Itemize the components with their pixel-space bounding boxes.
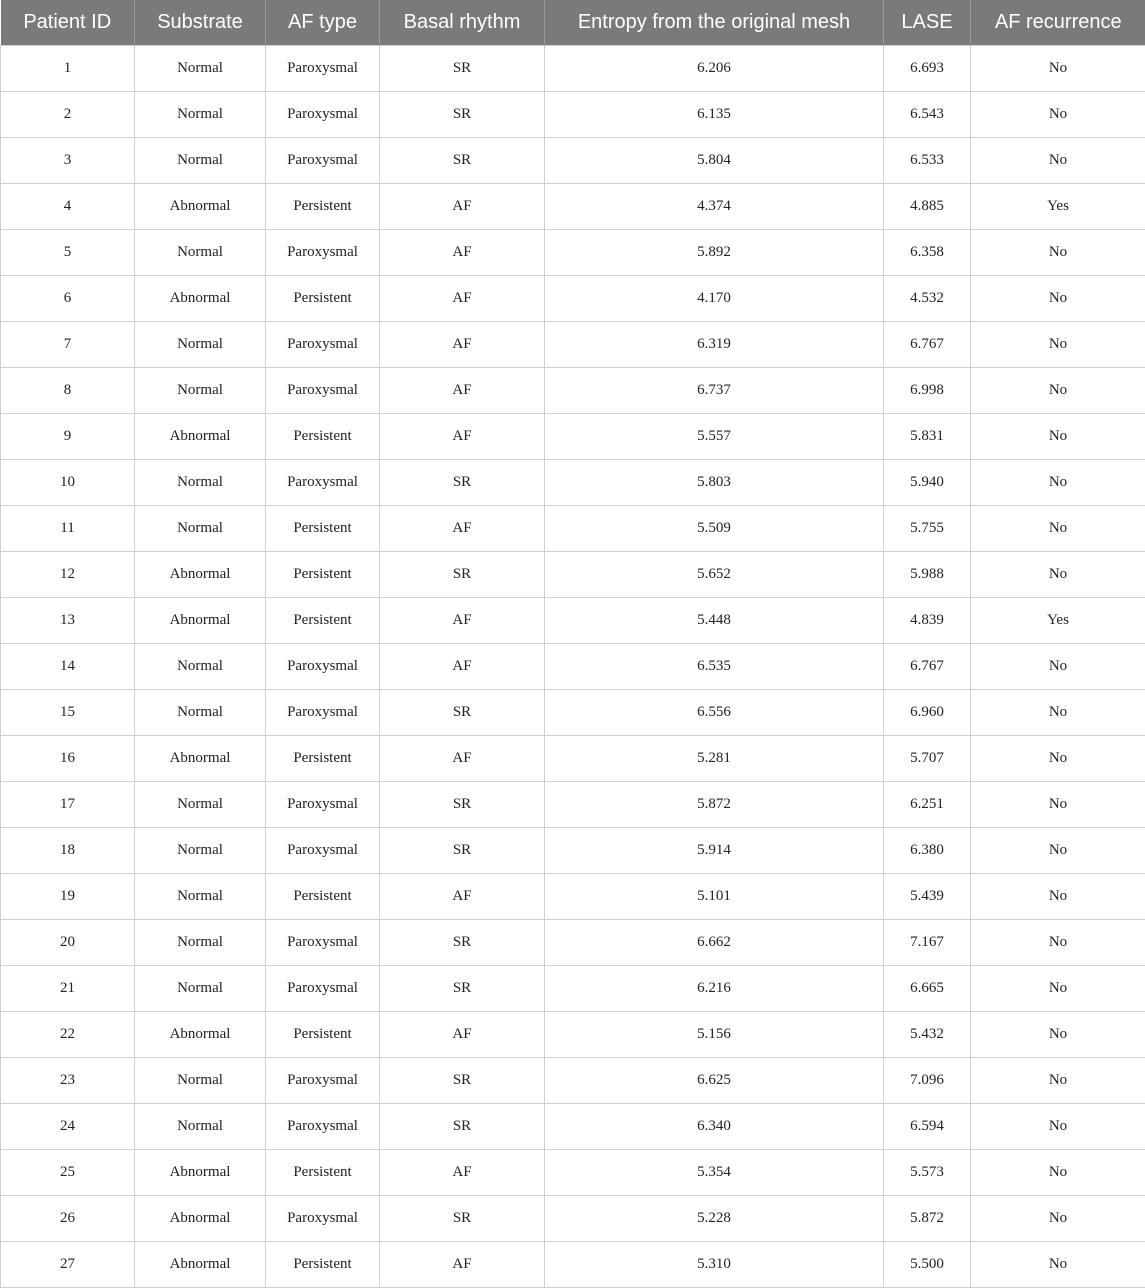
entropy-cell: 5.101 — [545, 874, 884, 920]
patient-id-cell: 10 — [1, 460, 135, 506]
patient-id-cell: 24 — [1, 1104, 135, 1150]
table-row — [1, 184, 1145, 230]
af-type-cell: Persistent — [266, 736, 380, 782]
lase-cell: 5.707 — [884, 736, 971, 782]
lase-cell: 6.543 — [884, 92, 971, 138]
lase-cell: 5.573 — [884, 1150, 971, 1196]
substrate-cell: Normal — [135, 644, 266, 690]
basal-rhythm-cell: SR — [380, 138, 545, 184]
patient-id-cell: 2 — [1, 92, 135, 138]
patient-id-cell: 12 — [1, 552, 135, 598]
basal-rhythm-cell: SR — [380, 460, 545, 506]
patient-id-cell: 18 — [1, 828, 135, 874]
table-row — [1, 1196, 1145, 1242]
af-recurrence-cell: No — [971, 552, 1145, 598]
entropy-cell: 6.556 — [545, 690, 884, 736]
basal-rhythm-cell: SR — [380, 46, 545, 92]
basal-rhythm-cell: SR — [380, 1058, 545, 1104]
af-type-cell: Paroxysmal — [266, 230, 380, 276]
af-type-cell: Paroxysmal — [266, 1104, 380, 1150]
table-row — [1, 828, 1145, 874]
lase-cell: 5.872 — [884, 1196, 971, 1242]
basal-rhythm-cell: AF — [380, 644, 545, 690]
lase-cell: 5.988 — [884, 552, 971, 598]
lase-cell: 6.380 — [884, 828, 971, 874]
lase-cell: 4.839 — [884, 598, 971, 644]
af-recurrence-cell: No — [971, 46, 1145, 92]
lase-cell: 4.532 — [884, 276, 971, 322]
af-type-cell: Paroxysmal — [266, 138, 380, 184]
substrate-cell: Normal — [135, 322, 266, 368]
table-row — [1, 414, 1145, 460]
af-recurrence-cell: No — [971, 874, 1145, 920]
substrate-cell: Normal — [135, 138, 266, 184]
entropy-cell: 5.448 — [545, 598, 884, 644]
entropy-cell: 5.156 — [545, 1012, 884, 1058]
substrate-cell: Abnormal — [135, 414, 266, 460]
table-row — [1, 1150, 1145, 1196]
lase-cell: 5.439 — [884, 874, 971, 920]
af-recurrence-cell: No — [971, 138, 1145, 184]
patient-id-cell: 1 — [1, 46, 135, 92]
patient-id-cell: 27 — [1, 1242, 135, 1288]
table-header — [1, 0, 1145, 46]
basal-rhythm-cell: AF — [380, 322, 545, 368]
entropy-cell: 6.340 — [545, 1104, 884, 1150]
basal-rhythm-cell: AF — [380, 874, 545, 920]
lase-cell: 5.831 — [884, 414, 971, 460]
af-recurrence-cell: No — [971, 1196, 1145, 1242]
lase-cell: 6.998 — [884, 368, 971, 414]
patient-id-cell: 4 — [1, 184, 135, 230]
af-type-cell: Paroxysmal — [266, 460, 380, 506]
table-row — [1, 782, 1145, 828]
af-recurrence-cell: No — [971, 920, 1145, 966]
lase-cell: 5.755 — [884, 506, 971, 552]
table-row — [1, 552, 1145, 598]
lase-cell: 5.940 — [884, 460, 971, 506]
af-recurrence-cell: No — [971, 460, 1145, 506]
lase-cell: 6.665 — [884, 966, 971, 1012]
af-recurrence-cell: No — [971, 1104, 1145, 1150]
table-row — [1, 460, 1145, 506]
substrate-cell: Abnormal — [135, 276, 266, 322]
patient-id-cell: 11 — [1, 506, 135, 552]
basal-rhythm-cell: AF — [380, 230, 545, 276]
basal-rhythm-cell: AF — [380, 1242, 545, 1288]
substrate-cell: Normal — [135, 506, 266, 552]
lase-cell: 6.767 — [884, 644, 971, 690]
af-type-cell: Paroxysmal — [266, 920, 380, 966]
substrate-cell: Normal — [135, 828, 266, 874]
lase-cell: 6.693 — [884, 46, 971, 92]
entropy-cell: 6.662 — [545, 920, 884, 966]
patient-id-cell: 23 — [1, 1058, 135, 1104]
af-type-cell: Persistent — [266, 1242, 380, 1288]
substrate-cell: Normal — [135, 920, 266, 966]
af-recurrence-cell: No — [971, 92, 1145, 138]
basal-rhythm-cell: AF — [380, 506, 545, 552]
table-row — [1, 644, 1145, 690]
af-recurrence-cell: No — [971, 1012, 1145, 1058]
basal-rhythm-cell: AF — [380, 598, 545, 644]
table-row — [1, 1058, 1145, 1104]
header-entropy: Entropy from the original mesh — [545, 0, 884, 46]
substrate-cell: Normal — [135, 230, 266, 276]
lase-cell: 6.594 — [884, 1104, 971, 1150]
patient-id-cell: 5 — [1, 230, 135, 276]
substrate-cell: Abnormal — [135, 1012, 266, 1058]
basal-rhythm-cell: SR — [380, 782, 545, 828]
af-type-cell: Paroxysmal — [266, 966, 380, 1012]
af-recurrence-cell: No — [971, 828, 1145, 874]
table-row — [1, 736, 1145, 782]
basal-rhythm-cell: SR — [380, 828, 545, 874]
af-recurrence-cell: No — [971, 1242, 1145, 1288]
af-type-cell: Paroxysmal — [266, 782, 380, 828]
af-type-cell: Paroxysmal — [266, 368, 380, 414]
basal-rhythm-cell: SR — [380, 1104, 545, 1150]
basal-rhythm-cell: AF — [380, 736, 545, 782]
basal-rhythm-cell: AF — [380, 414, 545, 460]
table-row — [1, 1104, 1145, 1150]
af-recurrence-cell: No — [971, 690, 1145, 736]
table-body — [1, 46, 1145, 1288]
table-row — [1, 966, 1145, 1012]
lase-cell: 7.167 — [884, 920, 971, 966]
basal-rhythm-cell: SR — [380, 966, 545, 1012]
entropy-cell: 5.892 — [545, 230, 884, 276]
entropy-cell: 6.737 — [545, 368, 884, 414]
basal-rhythm-cell: SR — [380, 92, 545, 138]
basal-rhythm-cell: SR — [380, 920, 545, 966]
substrate-cell: Normal — [135, 966, 266, 1012]
af-type-cell: Paroxysmal — [266, 322, 380, 368]
patient-id-cell: 19 — [1, 874, 135, 920]
header-af-type: AF type — [266, 0, 380, 46]
af-recurrence-cell: Yes — [971, 598, 1145, 644]
basal-rhythm-cell: SR — [380, 552, 545, 598]
substrate-cell: Abnormal — [135, 1242, 266, 1288]
lase-cell: 6.358 — [884, 230, 971, 276]
patient-id-cell: 25 — [1, 1150, 135, 1196]
lase-cell: 5.432 — [884, 1012, 971, 1058]
table-row — [1, 506, 1145, 552]
entropy-cell: 5.652 — [545, 552, 884, 598]
af-type-cell: Persistent — [266, 598, 380, 644]
patient-id-cell: 9 — [1, 414, 135, 460]
lase-cell: 7.096 — [884, 1058, 971, 1104]
af-type-cell: Persistent — [266, 874, 380, 920]
af-type-cell: Persistent — [266, 184, 380, 230]
lase-cell: 6.533 — [884, 138, 971, 184]
af-type-cell: Paroxysmal — [266, 690, 380, 736]
af-recurrence-cell: No — [971, 506, 1145, 552]
table-row — [1, 1012, 1145, 1058]
af-type-cell: Paroxysmal — [266, 46, 380, 92]
af-recurrence-cell: Yes — [971, 184, 1145, 230]
af-type-cell: Persistent — [266, 414, 380, 460]
table-row — [1, 690, 1145, 736]
substrate-cell: Abnormal — [135, 1196, 266, 1242]
entropy-cell: 5.509 — [545, 506, 884, 552]
table-row — [1, 92, 1145, 138]
af-recurrence-cell: No — [971, 368, 1145, 414]
af-type-cell: Persistent — [266, 276, 380, 322]
header-af-recurrence: AF recurrence — [971, 0, 1145, 46]
patient-id-cell: 16 — [1, 736, 135, 782]
basal-rhythm-cell: AF — [380, 184, 545, 230]
patient-id-cell: 14 — [1, 644, 135, 690]
entropy-cell: 5.804 — [545, 138, 884, 184]
table-row — [1, 598, 1145, 644]
basal-rhythm-cell: AF — [380, 1012, 545, 1058]
header-basal-rhythm: Basal rhythm — [380, 0, 545, 46]
lase-cell: 4.885 — [884, 184, 971, 230]
entropy-cell: 5.310 — [545, 1242, 884, 1288]
af-recurrence-cell: No — [971, 276, 1145, 322]
substrate-cell: Normal — [135, 1058, 266, 1104]
substrate-cell: Normal — [135, 46, 266, 92]
entropy-cell: 6.206 — [545, 46, 884, 92]
patient-id-cell: 13 — [1, 598, 135, 644]
patient-id-cell: 6 — [1, 276, 135, 322]
substrate-cell: Normal — [135, 1104, 266, 1150]
substrate-cell: Abnormal — [135, 736, 266, 782]
entropy-cell: 6.535 — [545, 644, 884, 690]
patient-id-cell: 3 — [1, 138, 135, 184]
substrate-cell: Abnormal — [135, 1150, 266, 1196]
substrate-cell: Normal — [135, 782, 266, 828]
entropy-cell: 5.557 — [545, 414, 884, 460]
basal-rhythm-cell: SR — [380, 1196, 545, 1242]
table-row — [1, 138, 1145, 184]
table-row — [1, 46, 1145, 92]
af-type-cell: Persistent — [266, 552, 380, 598]
substrate-cell: Normal — [135, 368, 266, 414]
af-recurrence-cell: No — [971, 322, 1145, 368]
patient-id-cell: 7 — [1, 322, 135, 368]
table-row — [1, 1242, 1145, 1288]
lase-cell: 6.960 — [884, 690, 971, 736]
entropy-cell: 4.374 — [545, 184, 884, 230]
table-row — [1, 874, 1145, 920]
table-row — [1, 322, 1145, 368]
basal-rhythm-cell: AF — [380, 276, 545, 322]
header-patient-id: Patient ID — [1, 0, 135, 46]
entropy-cell: 5.803 — [545, 460, 884, 506]
substrate-cell: Normal — [135, 874, 266, 920]
patient-id-cell: 21 — [1, 966, 135, 1012]
entropy-cell: 5.354 — [545, 1150, 884, 1196]
entropy-cell: 6.216 — [545, 966, 884, 1012]
entropy-cell: 5.914 — [545, 828, 884, 874]
patient-id-cell: 8 — [1, 368, 135, 414]
af-type-cell: Persistent — [266, 1012, 380, 1058]
substrate-cell: Normal — [135, 690, 266, 736]
af-recurrence-cell: No — [971, 966, 1145, 1012]
basal-rhythm-cell: AF — [380, 1150, 545, 1196]
entropy-cell: 5.228 — [545, 1196, 884, 1242]
af-type-cell: Paroxysmal — [266, 1058, 380, 1104]
header-substrate: Substrate — [135, 0, 266, 46]
af-recurrence-cell: No — [971, 736, 1145, 782]
entropy-cell: 6.135 — [545, 92, 884, 138]
basal-rhythm-cell: SR — [380, 690, 545, 736]
table-row — [1, 920, 1145, 966]
af-recurrence-cell: No — [971, 1058, 1145, 1104]
af-type-cell: Persistent — [266, 506, 380, 552]
entropy-cell: 5.872 — [545, 782, 884, 828]
af-type-cell: Paroxysmal — [266, 92, 380, 138]
lase-cell: 5.500 — [884, 1242, 971, 1288]
basal-rhythm-cell: AF — [380, 368, 545, 414]
patient-id-cell: 22 — [1, 1012, 135, 1058]
af-type-cell: Persistent — [266, 1150, 380, 1196]
entropy-cell: 5.281 — [545, 736, 884, 782]
af-recurrence-cell: No — [971, 414, 1145, 460]
substrate-cell: Abnormal — [135, 184, 266, 230]
substrate-cell: Normal — [135, 460, 266, 506]
substrate-cell: Abnormal — [135, 552, 266, 598]
af-recurrence-cell: No — [971, 230, 1145, 276]
table-row — [1, 368, 1145, 414]
patient-id-cell: 15 — [1, 690, 135, 736]
table-row — [1, 230, 1145, 276]
header-row — [1, 0, 1145, 46]
patient-id-cell: 20 — [1, 920, 135, 966]
substrate-cell: Abnormal — [135, 598, 266, 644]
patient-id-cell: 26 — [1, 1196, 135, 1242]
substrate-cell: Normal — [135, 92, 266, 138]
af-recurrence-cell: No — [971, 782, 1145, 828]
table-row — [1, 276, 1145, 322]
af-type-cell: Paroxysmal — [266, 828, 380, 874]
af-recurrence-cell: No — [971, 644, 1145, 690]
entropy-cell: 4.170 — [545, 276, 884, 322]
af-recurrence-cell: No — [971, 1150, 1145, 1196]
lase-cell: 6.767 — [884, 322, 971, 368]
header-lase: LASE — [884, 0, 971, 46]
patient-id-cell: 17 — [1, 782, 135, 828]
af-type-cell: Paroxysmal — [266, 644, 380, 690]
entropy-cell: 6.625 — [545, 1058, 884, 1104]
entropy-cell: 6.319 — [545, 322, 884, 368]
lase-cell: 6.251 — [884, 782, 971, 828]
af-type-cell: Paroxysmal — [266, 1196, 380, 1242]
